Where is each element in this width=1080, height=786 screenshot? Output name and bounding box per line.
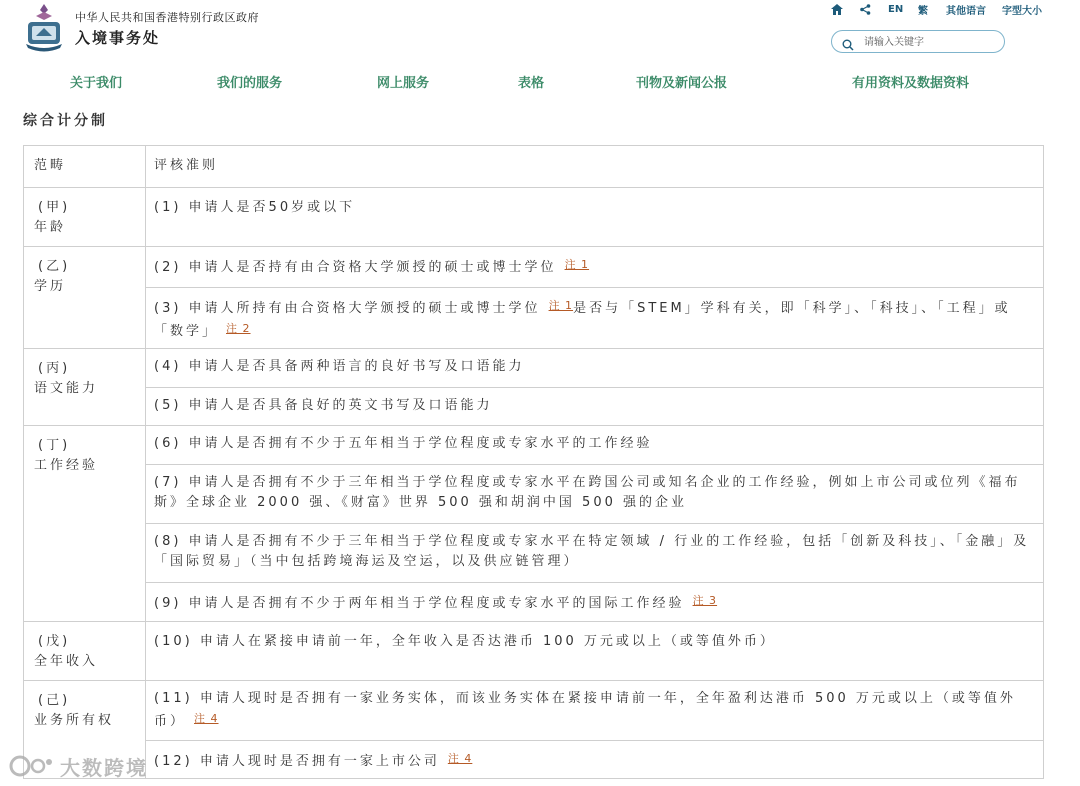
- table-row: [24, 188, 1044, 247]
- font-size-link[interactable]: 字型大小: [1002, 5, 1042, 17]
- hksar-emblem-logo[interactable]: [22, 2, 66, 54]
- home-icon[interactable]: [831, 2, 843, 16]
- criteria-cell: (2) 申请人是否持有由合资格大学颁授的硕士或博士学位 $^{注 1}$: [146, 247, 1044, 288]
- criteria-cell: (7) 申请人是否拥有不少于三年相当于学位程度或专家水平在跨国公司或知名企业的工作经验，例如上市公司或位列《福布斯》全球企业 2000 强、《财富》世界 500 强和胡润中国 500 强的企业: [146, 465, 1044, 524]
- category-cell: (丙) 语文能力: [24, 349, 146, 426]
- english-link[interactable]: EN: [888, 3, 904, 15]
- table-row: [24, 247, 1044, 288]
- table-row: [24, 681, 1044, 741]
- main-nav: [0, 72, 1080, 92]
- note-link[interactable]: 注 1: [564, 258, 590, 271]
- criteria-cell: (10) 申请人在紧接申请前一年，全年收入是否达港币 100 万元或以上（或等值外币）: [146, 622, 1044, 681]
- header-category: 范畴: [24, 146, 146, 188]
- note-link[interactable]: 注 4: [447, 752, 473, 765]
- traditional-chinese-link[interactable]: 繁: [918, 5, 928, 17]
- table-header-row: [24, 146, 1044, 188]
- note-link[interactable]: 注 3: [692, 594, 718, 607]
- nav-our-services[interactable]: 我们的服务: [217, 76, 283, 91]
- category-cell: (甲) 年龄: [24, 188, 146, 247]
- criteria-cell: (5) 申请人是否具备良好的英文书写及口语能力: [146, 388, 1044, 426]
- table-row: [24, 426, 1044, 465]
- search-input[interactable]: [864, 34, 994, 50]
- nav-about-us[interactable]: 关于我们: [70, 76, 123, 91]
- criteria-cell: (1) 申请人是否50岁或以下: [146, 188, 1044, 247]
- note-link[interactable]: 注 2: [226, 322, 251, 335]
- criteria-cell: (11) 申请人现时是否拥有一家业务实体，而该业务实体在紧接申请前一年，全年盈利达港币 500 万元或以上（或等值外币） $^{注 4}$: [146, 681, 1044, 741]
- table-row: [24, 288, 1044, 349]
- criteria-cell: (12) 申请人现时是否拥有一家上市公司 $^{注 4}$: [146, 741, 1044, 779]
- criteria-cell: (8) 申请人是否拥有不少于三年相当于学位程度或专家水平在特定领域 / 行业的工作经验，包括「创新及科技」、「金融」及「国际贸易」（当中包括跨境海运及空运，以及供应链管理）: [146, 524, 1044, 583]
- nav-useful-info[interactable]: 有用资料及数据资料: [852, 76, 970, 91]
- category-cell: (己) 业务所有权: [24, 681, 146, 779]
- table-row: [24, 465, 1044, 524]
- share-icon[interactable]: [860, 2, 871, 16]
- category-cell: (戊) 全年收入: [24, 622, 146, 681]
- watermark: 大数跨境: [8, 752, 148, 780]
- note-link[interactable]: 注 4: [194, 712, 219, 725]
- table-row: [24, 622, 1044, 681]
- criteria-cell: (6) 申请人是否拥有不少于五年相当于学位程度或专家水平的工作经验: [146, 426, 1044, 465]
- department-name[interactable]: 入境事务处: [75, 29, 161, 47]
- criteria-cell: (3) 申请人所持有由合资格大学颁授的硕士或博士学位 $^{注 1}$是否与「STEM」学科有关，即「科学」、「科技」、「工程」或「数学」 $^{注 2}$: [146, 288, 1044, 349]
- criteria-cell: (9) 申请人是否拥有不少于两年相当于学位程度或专家水平的国际工作经验 $^{注 3}$: [146, 583, 1044, 622]
- note-link[interactable]: 注 1: [548, 299, 574, 312]
- table-row: [24, 583, 1044, 622]
- points-table: [23, 145, 1044, 779]
- site-header: [0, 0, 1080, 62]
- header-criteria: 评核准则: [146, 146, 1044, 188]
- table-row: [24, 388, 1044, 426]
- category-cell: (乙) 学历: [24, 247, 146, 349]
- search-icon[interactable]: [842, 36, 854, 55]
- category-cell: (丁) 工作经验: [24, 426, 146, 622]
- criteria-cell: (4) 申请人是否具备两种语言的良好书写及口语能力: [146, 349, 1044, 388]
- table-row: [24, 741, 1044, 779]
- watermark-logo-icon: [8, 754, 54, 778]
- nav-forms[interactable]: 表格: [518, 76, 545, 91]
- nav-publications-press[interactable]: 刊物及新闻公报: [636, 76, 728, 91]
- page-title: 综合计分制: [23, 113, 108, 129]
- search-box[interactable]: [831, 30, 1005, 53]
- table-row: [24, 349, 1044, 388]
- nav-online-services[interactable]: 网上服务: [377, 76, 430, 91]
- other-languages-link[interactable]: 其他语言: [946, 5, 986, 17]
- government-name: 中华人民共和国香港特别行政区政府: [75, 11, 259, 24]
- table-row: [24, 524, 1044, 583]
